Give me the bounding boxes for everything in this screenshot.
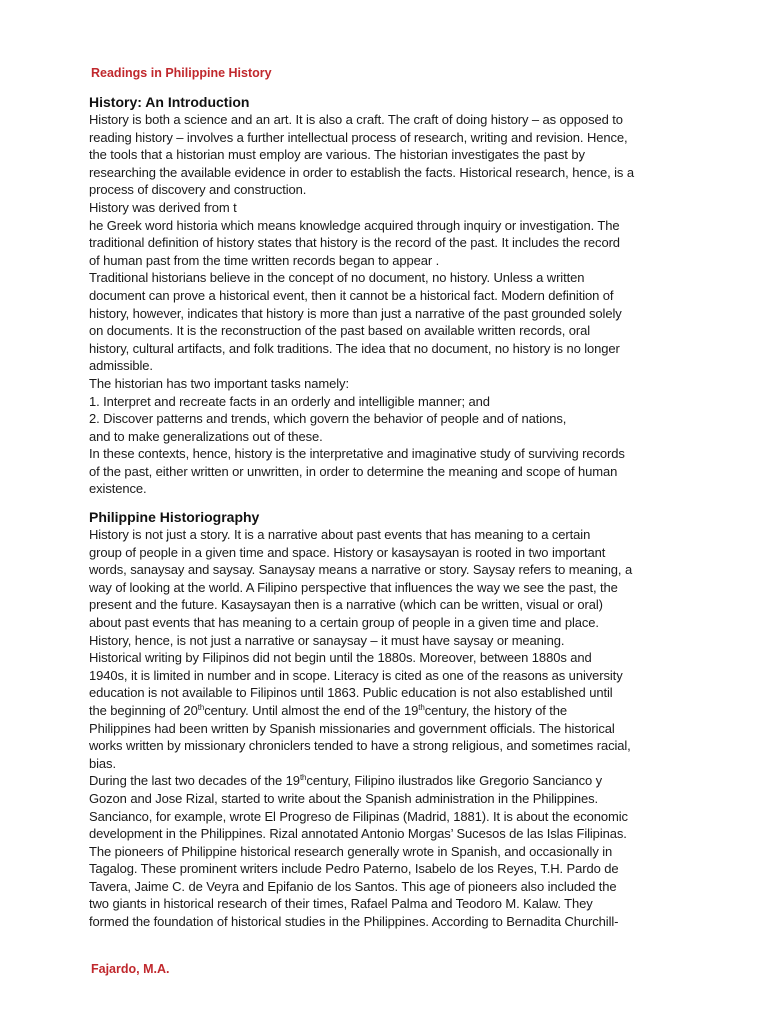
text-line: history, cultural artifacts, and folk traditions. The idea that no document, no history is no longer xyxy=(89,340,620,356)
text-line: Traditional historians believe in the concept of no document, no history. Unless a written xyxy=(89,270,585,286)
text-line: 1940s, it is limited in number and in scope. Literacy is cited as one of the reasons as university xyxy=(89,667,623,683)
text-line: Philippines had been written by Spanish missionaries and government officials. The historical xyxy=(89,720,615,736)
text-line xyxy=(89,772,689,790)
running-header: Readings in Philippine History xyxy=(91,66,272,80)
text-run: century, the history of the xyxy=(424,702,568,718)
section-heading: Philippine Historiography xyxy=(89,509,260,525)
text-line: history, however, indicates that history is more than just a narrative of the past grounded solely xyxy=(89,305,622,321)
text-line: on documents. It is the reconstruction of the past based on available written records, oral xyxy=(89,323,591,339)
text-line: Sancianco, for example, wrote El Progreso de Filipinas (Madrid, 1881). It is about the economic xyxy=(89,808,628,824)
text-run: century. Until almost the end of the 19 xyxy=(204,702,419,718)
text-line: Tavera, Jaime C. de Veyra and Epifanio de los Santos. This age of pioneers also included the xyxy=(89,878,617,894)
text-line: bias. xyxy=(89,755,116,771)
section-history-introduction xyxy=(89,93,689,498)
text-line: words, sanaysay and saysay. Sanaysay means a narrative or story. Saysay refers to meaning, a xyxy=(89,562,633,578)
text-line: The pioneers of Philippine historical research generally wrote in Spanish, and occasionally in xyxy=(89,843,613,859)
section-philippine-historiography xyxy=(89,508,689,931)
text-line: formed the foundation of historical studies in the Philippines. According to Bernadita Churchill- xyxy=(89,914,619,930)
text-line: History is not just a story. It is a narrative about past events that has meaning to a certain xyxy=(89,527,591,542)
text-line: and to make generalizations out of these. xyxy=(89,428,323,444)
section-body xyxy=(89,526,689,931)
text-line: process of discovery and construction. xyxy=(89,182,307,198)
text-line: Tagalog. These prominent writers include Pedro Paterno, Isabelo de los Reyes, T.H. Pardo de xyxy=(89,861,619,877)
text-line: works written by missionary chroniclers tended to have a strong religious, and sometimes racial, xyxy=(89,738,631,754)
text-line: 2. Discover patterns and trends, which govern the behavior of people and of nations, xyxy=(89,411,567,427)
text-line: development in the Philippines. Rizal annotated Antonio Morgas’ Sucesos de las Islas Filipinas. xyxy=(89,826,627,842)
running-footer: Fajardo, M.A. xyxy=(91,962,170,976)
text-run: During the last two decades of the 19 xyxy=(89,773,300,789)
text-line: about past events that has meaning to a certain group of people in a given time and place. xyxy=(89,614,599,630)
text-line: 1. Interpret and recreate facts in an orderly and intelligible manner; and xyxy=(89,393,490,409)
text-line: admissible. xyxy=(89,358,153,374)
text-line: of human past from the time written records began to appear . xyxy=(89,252,440,268)
text-line: Historical writing by Filipinos did not begin until the 1880s. Moreover, between 1880s and xyxy=(89,650,592,666)
text-run: the beginning of 20 xyxy=(89,702,198,718)
text-line: traditional definition of history states that history is the record of the past. It includes the record xyxy=(89,235,620,251)
text-line: existence. xyxy=(89,481,147,497)
text-line: he Greek word historia which means knowledge acquired through inquiry or investigation. The xyxy=(89,217,620,233)
text-line: of the past, either written or unwritten, in order to determine the meaning and scope of human xyxy=(89,463,618,479)
text-line: present and the future. Kasaysayan then is a narrative (which can be written, visual or oral) xyxy=(89,597,603,613)
text-line: The historian has two important tasks namely: xyxy=(89,375,349,391)
text-line: History is both a science and an art. It is also a craft. The craft of doing history – as opposed to xyxy=(89,112,623,127)
section-heading: History: An Introduction xyxy=(89,94,250,110)
text-run: century, Filipino ilustrados like Gregorio Sancianco y xyxy=(306,773,603,789)
text-line: Gozon and Jose Rizal, started to write about the Spanish administration in the Philippines. xyxy=(89,790,599,806)
text-line: document can prove a historical event, then it cannot be a historical fact. Modern definition of xyxy=(89,287,614,303)
text-line: education is not available to Filipinos until 1863. Public education is not also established until xyxy=(89,685,613,701)
text-line: two giants in historical research of their times, Rafael Palma and Teodoro M. Kalaw. They xyxy=(89,896,593,912)
text-line: reading history – involves a further intellectual process of research, writing and revision. Hence, xyxy=(89,129,628,145)
superscript: th xyxy=(299,773,307,783)
superscript: th xyxy=(197,702,205,712)
section-body xyxy=(89,111,689,498)
text-line: researching the available evidence in order to establish the facts. Historical research, hence, is a xyxy=(89,164,634,180)
text-line: way of looking at the world. A Filipino perspective that influences the way we see the past, the xyxy=(89,579,618,595)
superscript: th xyxy=(418,702,425,712)
text-line xyxy=(89,702,689,720)
text-line: History, hence, is not just a narrative or sanaysay – it must have saysay or meaning. xyxy=(89,632,565,648)
text-line: the tools that a historian must employ are various. The historian investigates the past by xyxy=(89,147,585,163)
text-line: group of people in a given time and space. History or kasaysayan is rooted in two important xyxy=(89,544,606,560)
text-line: In these contexts, hence, history is the interpretative and imaginative study of surviving records xyxy=(89,446,625,462)
text-line: History was derived from t xyxy=(89,199,237,215)
